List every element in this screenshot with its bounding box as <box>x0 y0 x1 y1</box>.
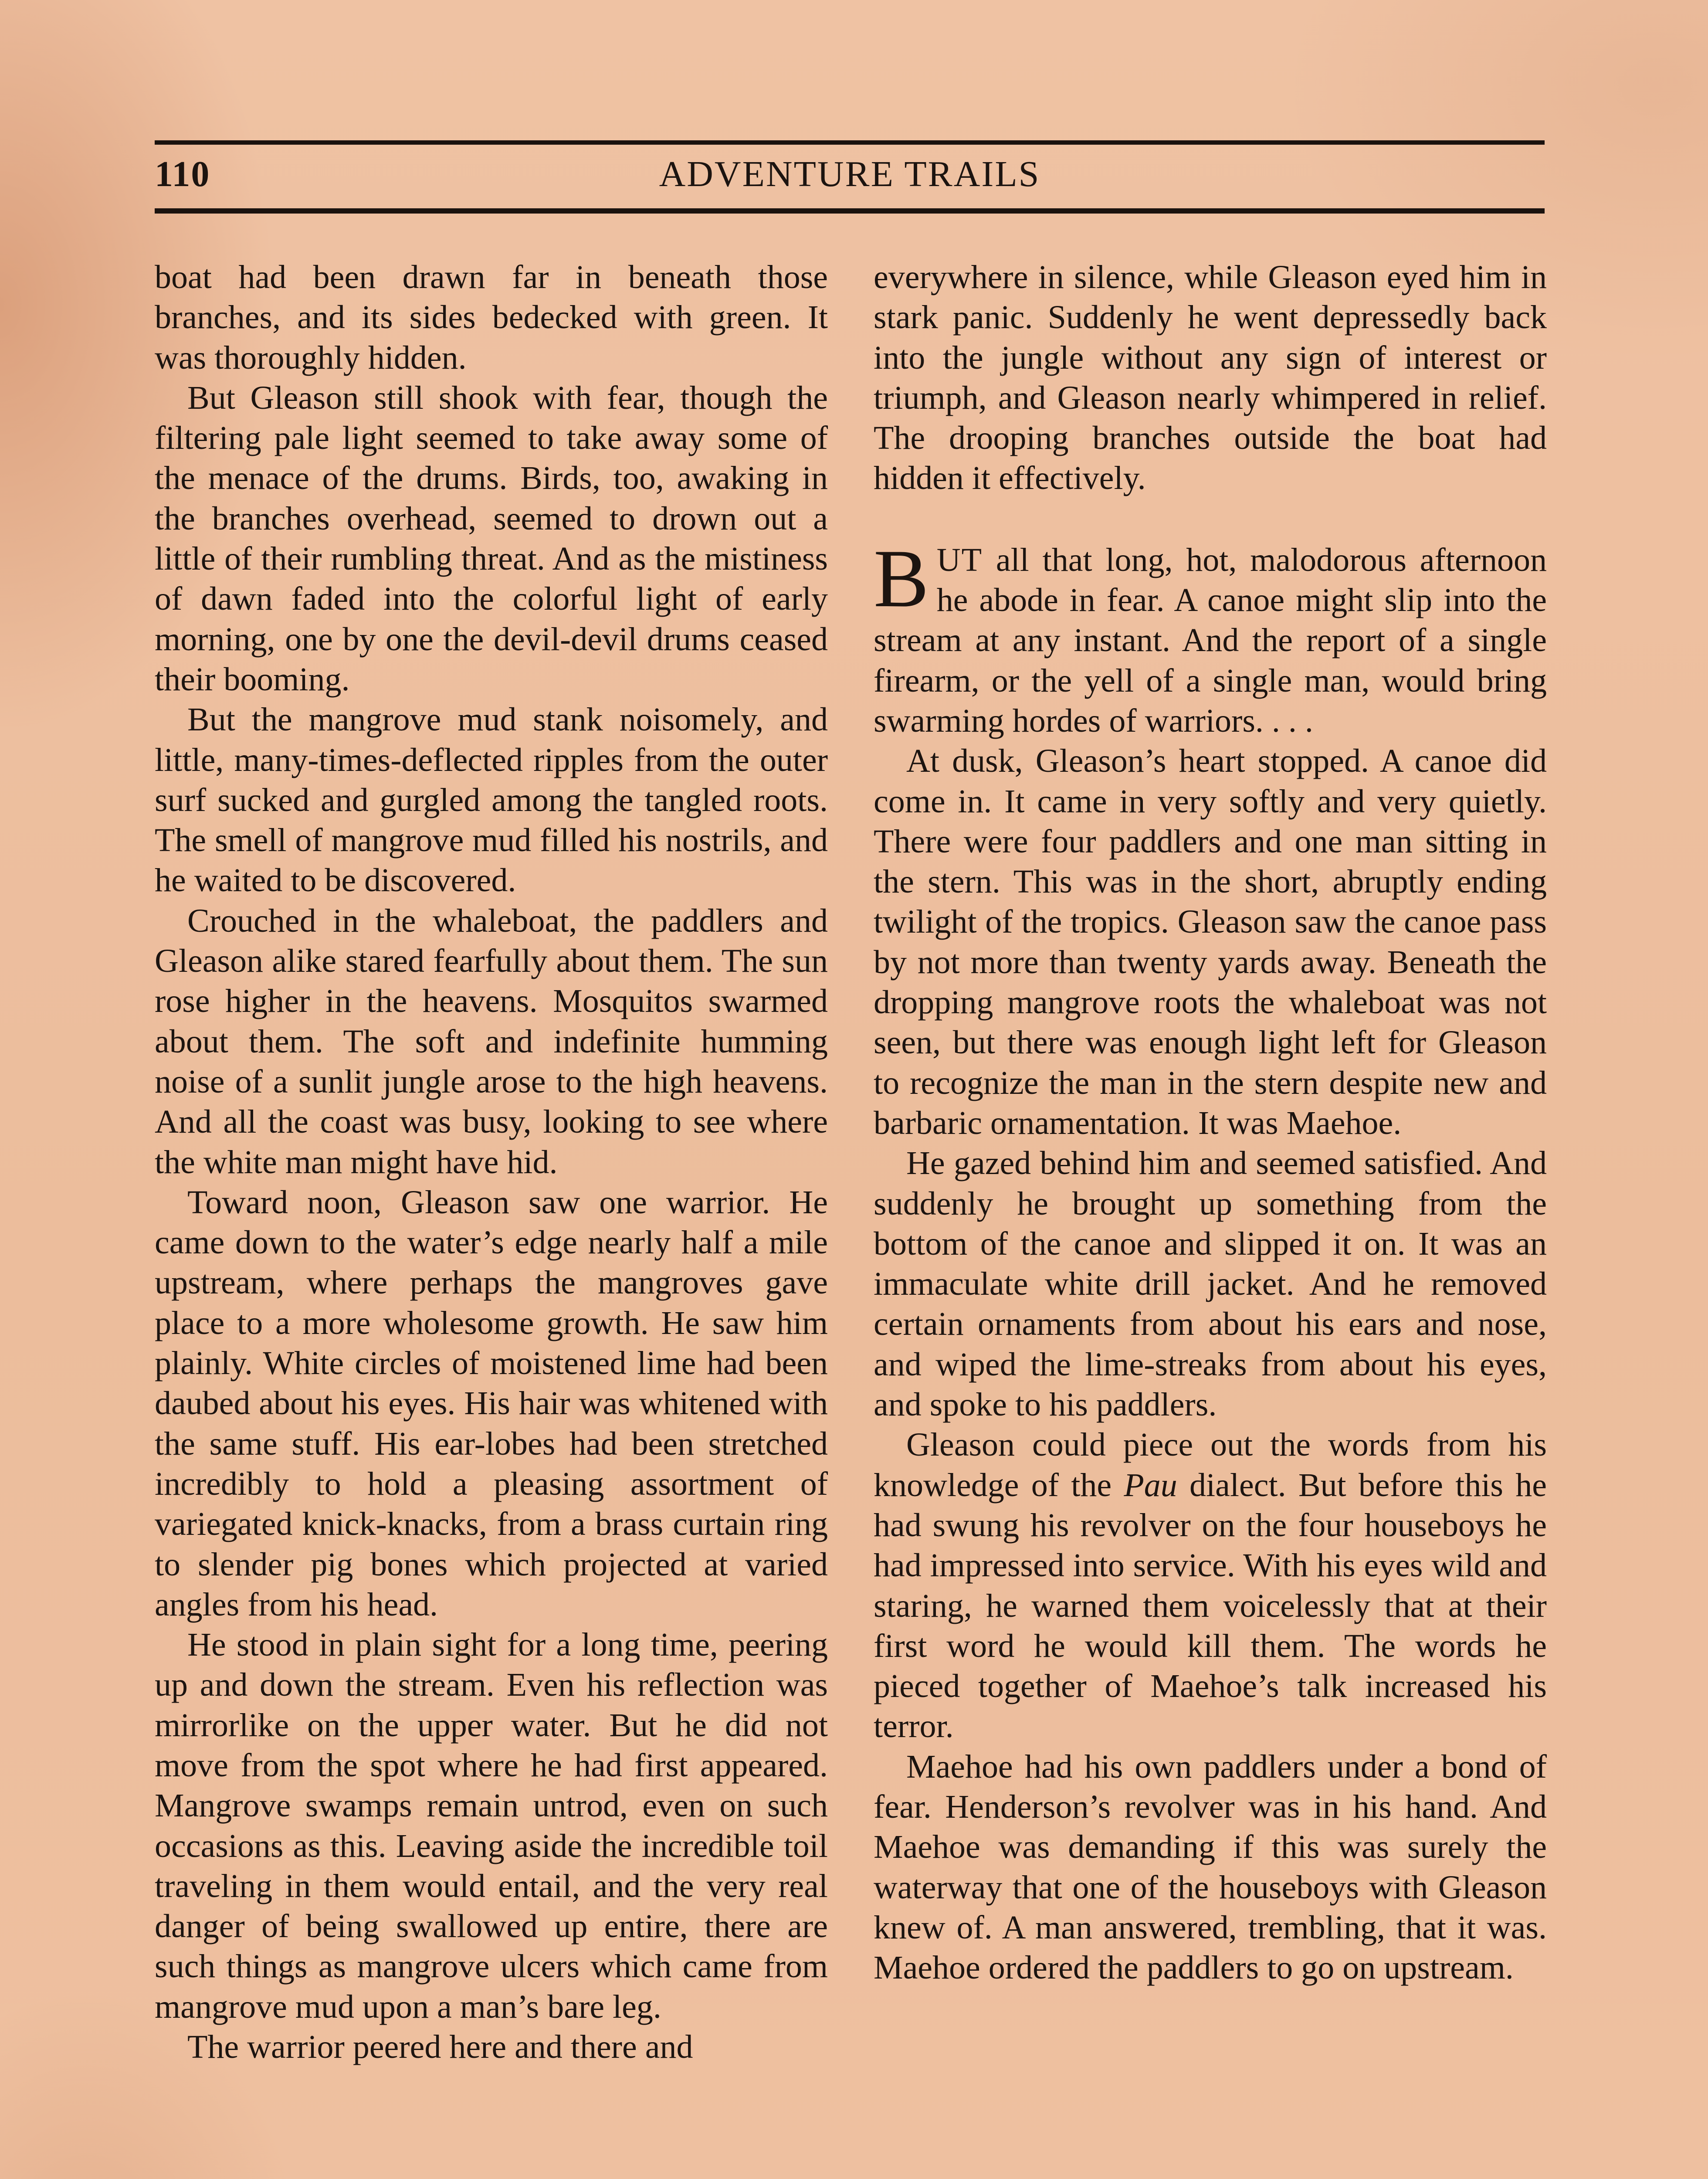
italic-dialect-name: Pau <box>1124 1466 1177 1504</box>
paragraph: everywhere in silence, while Gleason eyed him in stark panic. Suddenly he went depressedly back into the jungle without any sign of interest or triumph, and Gleason nearly whimpered in relief. The drooping branches outside the boat had hidden it effectively. <box>874 259 1547 497</box>
paragraph: The warrior peered here and there and <box>187 2029 693 2066</box>
section-first-word: UT <box>936 541 983 578</box>
paragraph: Toward noon, Gleason saw one warrior. He came down to the water’s edge nearly half a mile upstream, where perhaps the mangroves gave place to a more wholesome growth. He saw him plainly. White circles of moistened lime had been daubed about his eyes. His hair was whitened with the same stuff. His ear-lobes had been stretched incredibly to hold a pleasing assortment of variegated knick-knacks, from a brass curtain ring to slender pig bones which projected at varied angles from his head. <box>155 1184 828 1623</box>
paragraph: But Gleason still shook with fear, though the filtering pale light seemed to take away some of the menace of the drums. Birds, too, awaking in the branches overhead, seemed to drown out a little of their rumbling threat. And as the mistiness of dawn faded into the colorful light of early morning, one by one the devil-devil drums ceased their booming. <box>155 379 828 698</box>
paragraph-text: dialect. But before this he had swung his revolver on the four houseboys he had impressed into service. With his eyes wild and staring, he warned them voicelessly that at their first word he would kill them. The words he pieced together of Maehoe’s talk increased his terror. <box>874 1466 1547 1745</box>
paragraph-text: Gleason could piece out the words from his knowledge of the <box>874 1426 1547 1504</box>
section-start-paragraph <box>874 533 1547 741</box>
left-column <box>155 257 828 2067</box>
running-head-title: ADVENTURE TRAILS <box>659 154 1040 194</box>
paragraph: Maehoe had his own paddlers under a bond of fear. Henderson’s revolver was in his hand. And Maehoe was demanding if this was surely the waterway that one of the houseboys with Gleason knew of. A man answered, trembling, that it was. Maehoe ordered the paddlers to go on upstream. <box>874 1748 1547 1986</box>
right-column <box>874 257 1547 1988</box>
paragraph <box>874 1425 1547 1746</box>
page-number: 110 <box>155 154 210 194</box>
paragraph: boat had been drawn far in beneath those branches, and its sides bedecked with green. It was thoroughly hidden. <box>155 259 828 376</box>
drop-cap: B <box>874 533 929 625</box>
paragraph: He stood in plain sight for a long time, peering up and down the stream. Even his reflection was mirrorlike on the upper water. But he did not move from the spot where he had first appeared. Mangrove swamps remain untrod, even on such occasions as this. Leaving aside the incredible toil traveling in them would entail, and the very real danger of being swallowed up entire, there are such things as mangrove ulcers which came from mangrove mud upon a man’s bare leg. <box>155 1626 828 2025</box>
header-rule-top <box>155 140 1545 145</box>
header-rule-bottom <box>155 208 1545 214</box>
paragraph: He gazed behind him and seemed satisfied. And suddenly he brought up something from the bottom of the canoe and slipped it on. It was an immaculate white drill jacket. And he removed certain ornaments from about his ears and nose, and wiped the lime-streaks from about his eyes, and spoke to his paddlers. <box>874 1145 1547 1423</box>
section-text: all that long, hot, malodorous afternoon he abode in fear. A canoe might slip into the stream at any instant. And the report of a single firearm, or the yell of a single man, would bring swarming hordes of warriors. . . . <box>874 541 1547 739</box>
paragraph: But the mangrove mud stank noisomely, and little, many-times-deflected ripples from the outer surf sucked and gurgled among the tangled roots. The smell of mangrove mud filled his nostrils, and he waited to be discovered. <box>155 701 828 899</box>
paragraph: Crouched in the whaleboat, the paddlers and Gleason alike stared fearfully about them. The sun rose higher in the heavens. Mosquitos swarmed about them. The soft and indefinite humming noise of a sunlit jungle arose to the high heavens. And all the coast was busy, looking to see where the white man might have hid. <box>155 902 828 1181</box>
paragraph: At dusk, Gleason’s heart stopped. A canoe did come in. It came in very softly and very quietly. There were four paddlers and one man sitting in the stern. This was in the short, abruptly ending twilight of the tropics. Gleason saw the canoe pass by not more than twenty yards away. Beneath the dropping mangrove roots the whaleboat was not seen, but there was enough light left for Gleason to recognize the man in the stern despite new and barbaric ornamentation. It was Maehoe. <box>874 743 1547 1141</box>
